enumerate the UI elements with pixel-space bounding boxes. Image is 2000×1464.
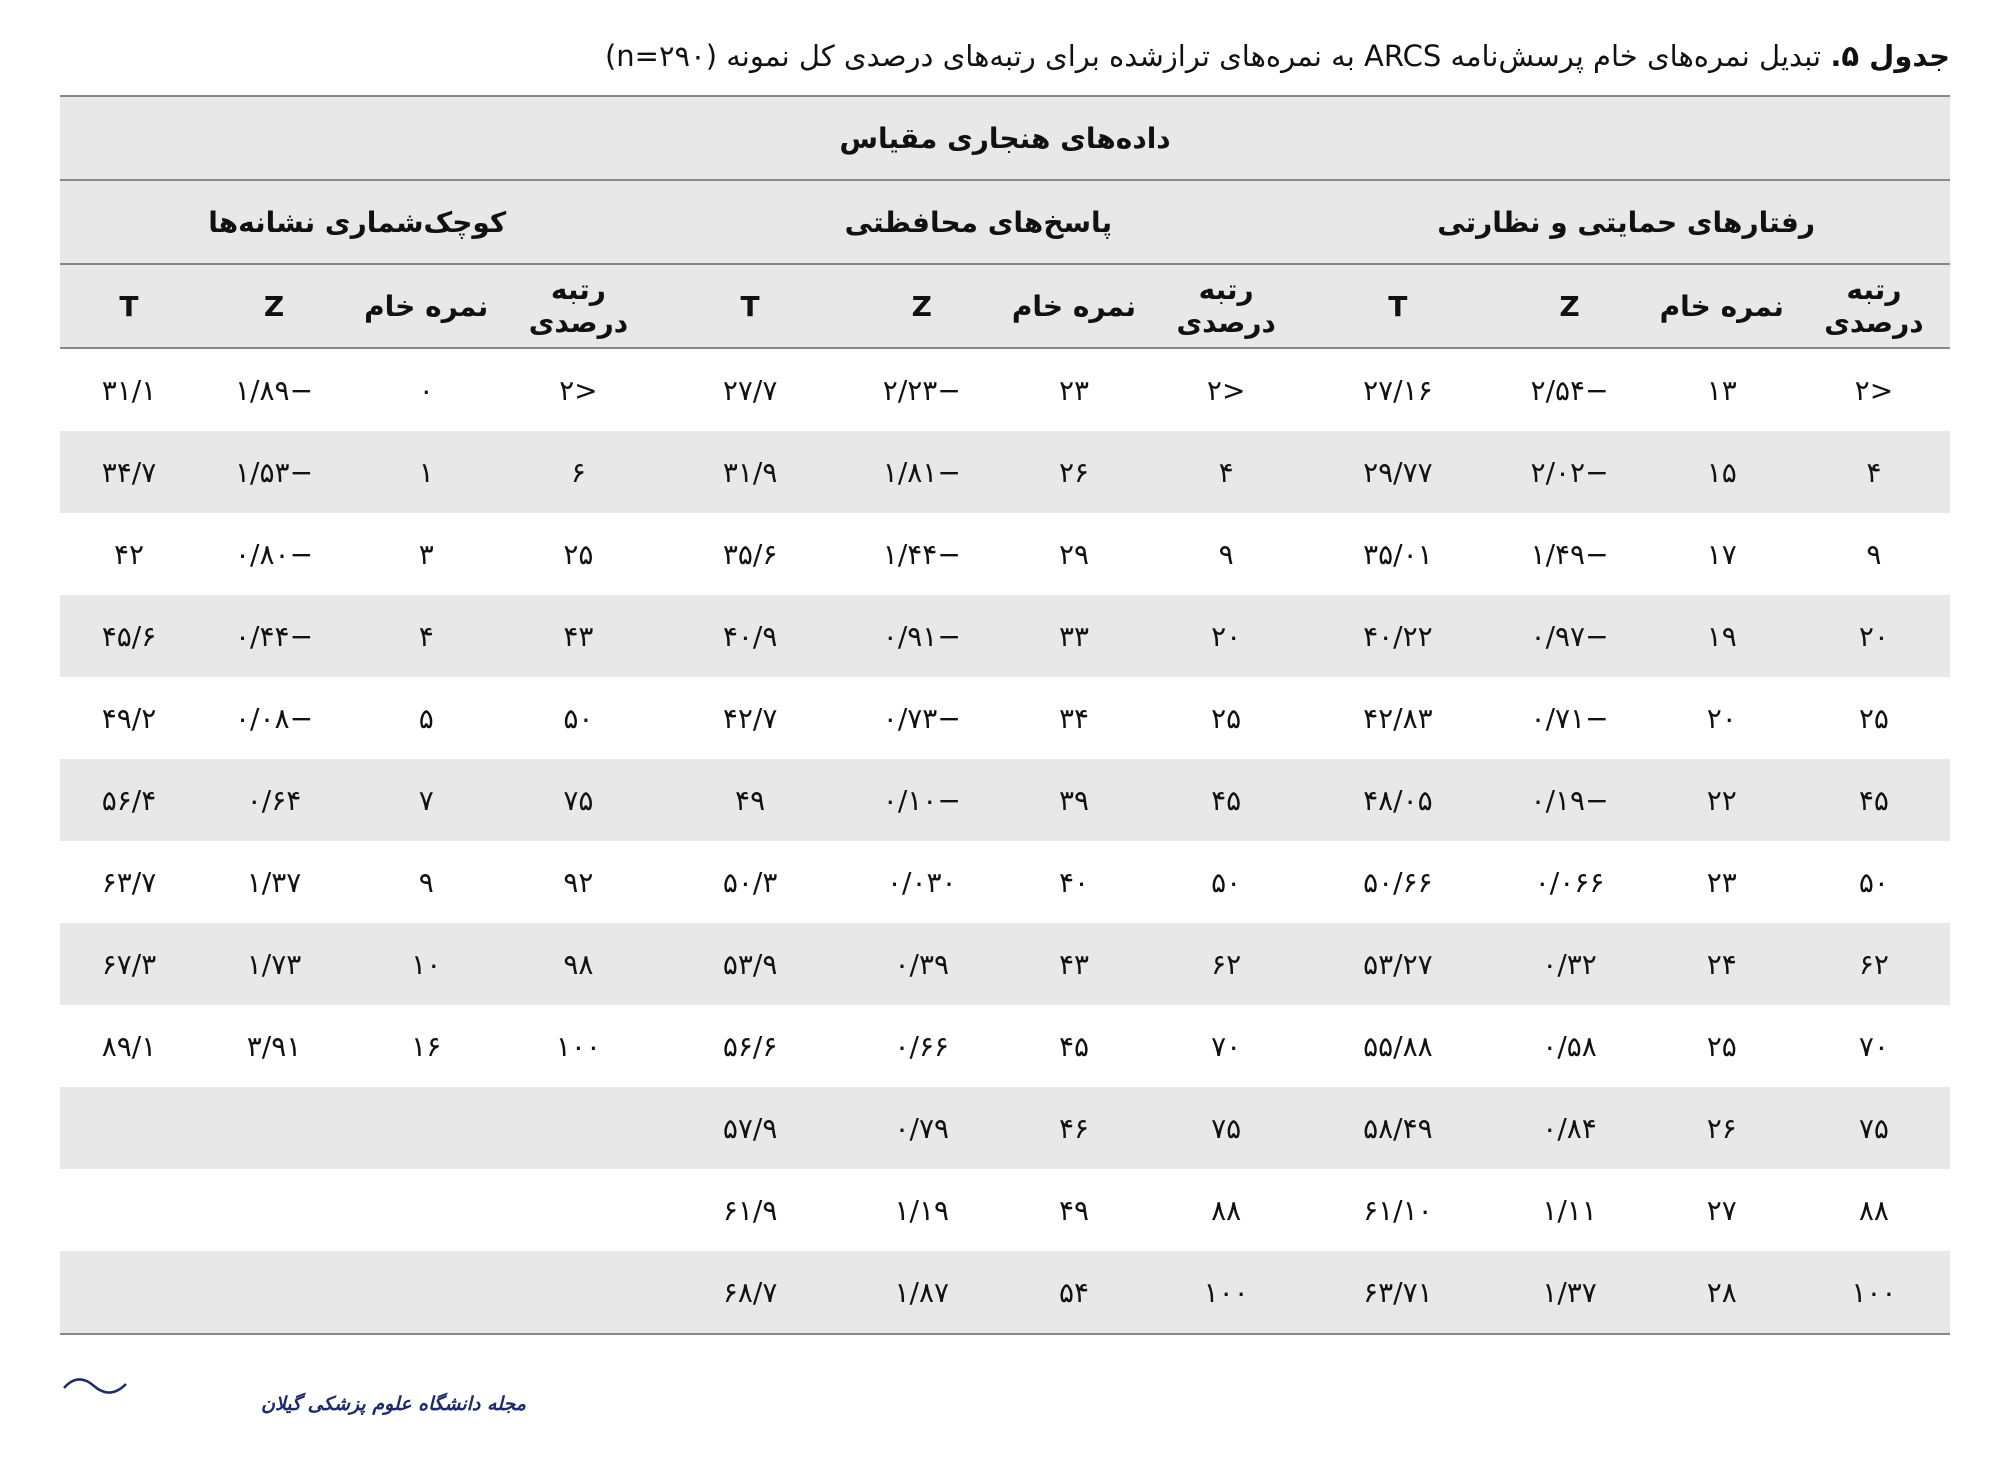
table-cell: ۳۱/۱ (101, 373, 157, 407)
table-cell: ۶۱/۹ (722, 1193, 778, 1227)
table-cell: ۲۵ (1858, 701, 1889, 735)
journal-logo (56, 1360, 526, 1440)
table-cell: −۰/۸۰ (235, 537, 314, 571)
table-row (60, 677, 1950, 759)
column-header: Z (1493, 264, 1645, 348)
table-cell: <۲ (1206, 373, 1246, 407)
table-cell: −۰/۹۱ (846, 595, 998, 677)
table-cell: ۱۰۰ (1798, 1251, 1950, 1334)
table-cell: ۱۳ (1706, 373, 1737, 407)
table-cell: ۱/۱۱ (1542, 1193, 1597, 1227)
table-cell: ۵ (418, 701, 434, 735)
table-row (60, 513, 1950, 595)
table-cell: ۰/۷۹ (846, 1087, 998, 1169)
table-cell: −۰/۷۳ (882, 701, 961, 735)
table-cell: ۴ (350, 595, 502, 677)
table-cell: ۰/۶۶ (894, 1029, 950, 1063)
table-cell: ۱۹ (1646, 595, 1798, 677)
column-header: T (1302, 264, 1493, 348)
logo-swash (64, 1379, 126, 1392)
table-cell: ۶۸/۷ (654, 1251, 845, 1334)
table-caption (50, 38, 1950, 74)
table-cell: −۱/۴۴ (882, 537, 961, 571)
table-cell: −۲/۰۲ (1493, 431, 1645, 513)
table-cell: ۵۸/۴۹ (1302, 1087, 1493, 1169)
table-cell: −۱/۸۹ (235, 373, 314, 407)
table-cell (60, 1251, 198, 1334)
table-cell: ۰/۰۳۰ (887, 865, 957, 899)
table-cell: <۲ (1854, 373, 1894, 407)
table-cell: ۱۷ (1706, 537, 1737, 571)
table-cell: ۱/۳۷ (246, 865, 302, 899)
table-cell: ۳۵/۶ (722, 537, 778, 571)
table-cell (502, 1087, 654, 1169)
table-cell: −۱/۸۱ (846, 431, 998, 513)
table-row (60, 1087, 1950, 1169)
table-cell: ۷۰ (1211, 1029, 1242, 1063)
table-cell: ۹ (1218, 537, 1234, 571)
table-cell: ۴ (1150, 431, 1302, 513)
table-cell: ۶۷/۳ (60, 923, 198, 1005)
table-row (60, 841, 1950, 923)
table-cell: ۵۰/۶۶ (1363, 865, 1433, 899)
table-cell: ۵۶/۶ (722, 1029, 778, 1063)
group-header-minimization: کوچک‌شماری نشانه‌ها (60, 180, 654, 264)
table-cell: −۲/۵۴ (1530, 373, 1609, 407)
table-cell: ۵۳/۲۷ (1302, 923, 1493, 1005)
table-cell: ۷۵ (502, 759, 654, 841)
column-header-row (60, 264, 1950, 348)
table-cell: ۱/۳۷ (1493, 1251, 1645, 1334)
table-cell: ۹۲ (563, 865, 594, 899)
column-header: رتبه درصدی (1150, 264, 1302, 348)
table-cell: ۲۳ (1058, 373, 1090, 407)
table-cell: ۴۳ (998, 923, 1150, 1005)
table-cell: ۲۷/۷ (722, 373, 778, 407)
table-row (60, 595, 1950, 677)
table-cell: ۲۵ (1706, 1029, 1737, 1063)
table-cell: ۶۲ (1798, 923, 1950, 1005)
table-cell: ۴۰ (1058, 865, 1090, 899)
table-cell: ۶۲ (1150, 923, 1302, 1005)
table-cell: ۹ (418, 865, 434, 899)
table-cell: ۰/۳۹ (846, 923, 998, 1005)
table-cell: ۴۰/۹ (654, 595, 845, 677)
table-cell: ۷ (350, 759, 502, 841)
table-cell: ۵۶/۴ (60, 759, 198, 841)
table-cell: ۳۱/۹ (654, 431, 845, 513)
main-header: داده‌های هنجاری مقیاس (60, 96, 1950, 180)
table-cell: ۴۹ (1058, 1193, 1090, 1227)
table-cell: ۲۹ (1058, 537, 1090, 571)
table-cell: ۲۴ (1646, 923, 1798, 1005)
table-cell: ۷۵ (1150, 1087, 1302, 1169)
table-cell: ۲۰ (1798, 595, 1950, 677)
table-cell: ۳ (418, 537, 434, 571)
table-cell: −۰/۱۹ (1493, 759, 1645, 841)
group-header-supportive: رفتارهای حمایتی و نظارتی (1302, 180, 1950, 264)
column-header: نمره خام (350, 264, 502, 348)
table-cell: ۲۹/۷۷ (1302, 431, 1493, 513)
table-cell: −۱/۵۳ (198, 431, 350, 513)
table-cell: −۱/۴۹ (1530, 537, 1609, 571)
table-row (60, 1169, 1950, 1251)
table-cell: ۱۰ (350, 923, 502, 1005)
table-cell: ۳۳ (998, 595, 1150, 677)
table-cell: ۲۵ (563, 537, 594, 571)
column-header: رتبه درصدی (1798, 264, 1950, 348)
column-header: رتبه درصدی (502, 264, 654, 348)
table-cell: −۰/۴۴ (198, 595, 350, 677)
journal-logo-text: مجله دانشگاه علوم پزشکی گیلان (261, 1393, 526, 1415)
table-cell: ۲۰ (1706, 701, 1737, 735)
table-cell: ۴۵ (1150, 759, 1302, 841)
table-cell: −۰/۹۷ (1493, 595, 1645, 677)
table-cell: ۲۵ (1211, 701, 1242, 735)
table-cell: ۴۲ (113, 537, 145, 571)
table-cell: ۰/۸۴ (1493, 1087, 1645, 1169)
table-cell: ۴۲/۸۳ (1363, 701, 1433, 735)
table-cell: ۵۰ (1858, 865, 1889, 899)
table-cell: ۳۴ (1058, 701, 1090, 735)
table-cell: ۴۵/۶ (60, 595, 198, 677)
table-cell: ۷۰ (1858, 1029, 1889, 1063)
caption-label: جدول ۵. (1830, 39, 1950, 73)
table-cell: ۸۸ (1858, 1193, 1889, 1227)
table-cell: ۲۲ (1646, 759, 1798, 841)
table-cell: ۷۵ (1798, 1087, 1950, 1169)
group-header-protective: پاسخ‌های محافظتی (654, 180, 1302, 264)
table-cell: ۱/۱۹ (894, 1193, 950, 1227)
table-cell (60, 1169, 198, 1251)
table-cell: ۲۷ (1706, 1193, 1737, 1227)
table-cell: ۴۶ (998, 1087, 1150, 1169)
table-cell: ۵۵/۸۸ (1363, 1029, 1433, 1063)
table-cell: ۰/۰۶۶ (1534, 865, 1605, 899)
table-cell: ۰/۳۲ (1493, 923, 1645, 1005)
table-cell: ۳۴/۷ (60, 431, 198, 513)
table-cell: ۶۱/۱۰ (1363, 1193, 1433, 1227)
table-cell: ۱۰۰ (555, 1029, 601, 1063)
table-cell: ۹ (1866, 537, 1882, 571)
table-cell: ۴۹/۲ (101, 701, 157, 735)
column-header: نمره خام (998, 264, 1150, 348)
table-row (60, 1005, 1950, 1087)
table-cell: ۴۸/۰۵ (1302, 759, 1493, 841)
table-row (60, 348, 1950, 431)
table-cell: ۰/۵۸ (1542, 1029, 1597, 1063)
table-cell: ۱۰۰ (1150, 1251, 1302, 1334)
table-cell: ۴۹ (654, 759, 845, 841)
table-cell: ۸۹/۱ (101, 1029, 157, 1063)
table-cell: ۲۶ (998, 431, 1150, 513)
table-cell: ۰ (418, 373, 434, 407)
table-cell: ۶۳/۷ (101, 865, 157, 899)
table-cell: −۲/۲۳ (882, 373, 961, 407)
table-cell (198, 1087, 350, 1169)
table-cell: ۹۸ (502, 923, 654, 1005)
table-body (60, 348, 1950, 1334)
table-cell: ۰/۶۴ (198, 759, 350, 841)
table-row (60, 1251, 1950, 1334)
table-cell: ۵۰ (563, 701, 594, 735)
table-cell (350, 1169, 502, 1251)
norm-table (60, 95, 1950, 1335)
table-cell: ۱۵ (1646, 431, 1798, 513)
table-cell (350, 1251, 502, 1334)
table-cell: ۲۷/۱۶ (1363, 373, 1433, 407)
caption-text: تبدیل نمره‌های خام پرسش‌نامه ARCS به نمره‌های ترازشده برای رتبه‌های درصدی کل نمونه (n=۲۹۰) (604, 39, 1831, 73)
table-cell: ۵۳/۹ (654, 923, 845, 1005)
table-cell (198, 1169, 350, 1251)
table-cell (502, 1251, 654, 1334)
table-cell: ۵۷/۹ (654, 1087, 845, 1169)
table-cell: ۴۰/۲۲ (1302, 595, 1493, 677)
table-cell: ۲۶ (1646, 1087, 1798, 1169)
table-cell (60, 1087, 198, 1169)
column-header: T (60, 264, 198, 348)
table-cell: ۴۵ (1058, 1029, 1090, 1063)
table-cell: ۵۴ (998, 1251, 1150, 1334)
table-cell: ۵۰/۳ (722, 865, 778, 899)
table-cell: ۴۵ (1798, 759, 1950, 841)
table-cell: ۳۵/۰۱ (1363, 537, 1433, 571)
table-cell: ۱۶ (411, 1029, 442, 1063)
table-cell: ۴۲/۷ (722, 701, 778, 735)
table-cell: ۸۸ (1211, 1193, 1242, 1227)
table-cell: <۲ (559, 373, 598, 407)
table-cell: ۱/۸۷ (846, 1251, 998, 1334)
table-cell: −۰/۱۰ (846, 759, 998, 841)
table-cell: −۰/۷۱ (1530, 701, 1609, 735)
table-cell: −۰/۰۸ (235, 701, 314, 735)
column-header: T (654, 264, 845, 348)
table-cell: ۲۳ (1706, 865, 1737, 899)
table-cell: ۴۳ (502, 595, 654, 677)
table-cell: ۳/۹۱ (246, 1029, 302, 1063)
column-header: نمره خام (1646, 264, 1798, 348)
table-cell: ۳۹ (998, 759, 1150, 841)
table-cell: ۶۳/۷۱ (1302, 1251, 1493, 1334)
table-cell: ۲۰ (1150, 595, 1302, 677)
table-cell: ۴ (1798, 431, 1950, 513)
table-row (60, 759, 1950, 841)
table-cell (350, 1087, 502, 1169)
table-cell (198, 1251, 350, 1334)
table-cell: ۱/۷۳ (198, 923, 350, 1005)
column-header: Z (198, 264, 350, 348)
table-cell: ۵۰ (1211, 865, 1242, 899)
table-cell: ۶ (502, 431, 654, 513)
table-cell (502, 1169, 654, 1251)
table-cell: ۲۸ (1646, 1251, 1798, 1334)
column-header: Z (846, 264, 998, 348)
table-cell: ۱ (350, 431, 502, 513)
table-row (60, 431, 1950, 513)
table-row (60, 923, 1950, 1005)
